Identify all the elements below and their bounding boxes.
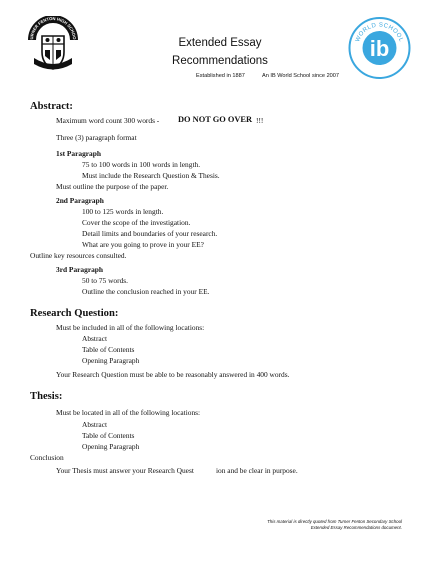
thesis-extra: Conclusion: [30, 453, 64, 462]
abstract-heading: Abstract:: [30, 101, 73, 112]
abstract-warning: DO NOT GO OVER: [178, 115, 253, 124]
established-text: Established in 1887: [196, 73, 245, 79]
p2-line: Detail limits and boundaries of your research.: [82, 229, 218, 238]
rq-location: Abstract: [82, 334, 108, 343]
thesis-note-b: ion and be clear in purpose.: [216, 466, 298, 475]
p2-line: What are you going to prove in your EE?: [82, 240, 204, 249]
rq-location: Opening Paragraph: [82, 356, 140, 365]
thesis-location: Opening Paragraph: [82, 442, 140, 451]
ib-since-text: An IB World School since 2007: [262, 73, 340, 79]
thesis-note-a: Your Thesis must answer your Research Quest: [56, 466, 194, 475]
p3-heading: 3rd Paragraph: [56, 265, 104, 274]
research-question-heading: Research Question:: [30, 308, 119, 319]
footer-source-line1: This material is directly quoted from Turner Fenton Secondary School: [267, 519, 402, 524]
abstract-warning-suffix: !!!: [256, 116, 264, 125]
p2-heading: 2nd Paragraph: [56, 196, 104, 205]
p1-heading: 1st Paragraph: [56, 149, 101, 158]
p1-line: Must include the Research Question & Thesis.: [82, 171, 220, 180]
thesis-heading: Thesis:: [30, 391, 63, 402]
p2-line: 100 to 125 words in length.: [82, 207, 164, 216]
p1-line: 75 to 100 words in 100 words in length.: [82, 160, 201, 169]
p2-line: Outline key resources consulted.: [30, 251, 127, 260]
footer-source-line2: Extended Essay Recommendations document.: [310, 525, 402, 530]
thesis-intro: Must be located in all of the following locations:: [56, 408, 201, 417]
doc-title-line1: Extended Essay: [178, 37, 262, 49]
thesis-location: Abstract: [82, 420, 108, 429]
rq-intro: Must be included in all of the following locations:: [56, 323, 205, 332]
p3-line: Outline the conclusion reached in your EE.: [82, 287, 210, 296]
abstract-word-count: Maximum word count 300 words -: [56, 116, 160, 125]
p2-line: Cover the scope of the investigation.: [82, 218, 191, 227]
p1-line: Must outline the purpose of the paper.: [56, 182, 169, 191]
ib-world-school-logo: [348, 16, 411, 79]
svg-text:TURNER FENTON HIGH SCHOOL: URNER FENTON HIGH SCHOO: [28, 16, 78, 40]
svg-text:ib: ib: [369, 36, 390, 61]
doc-title-line2: Recommendations: [172, 55, 268, 67]
thesis-location: Table of Contents: [82, 431, 135, 440]
rq-location: Table of Contents: [82, 345, 135, 354]
rq-note: Your Research Question must be able to be reasonably answered in 400 words.: [56, 370, 290, 379]
p3-line: 50 to 75 words.: [82, 276, 128, 285]
abstract-format: Three (3) paragraph format: [56, 133, 137, 142]
svg-text:WORLD SCHOOL: WORLD SCHOOL: [354, 22, 405, 43]
